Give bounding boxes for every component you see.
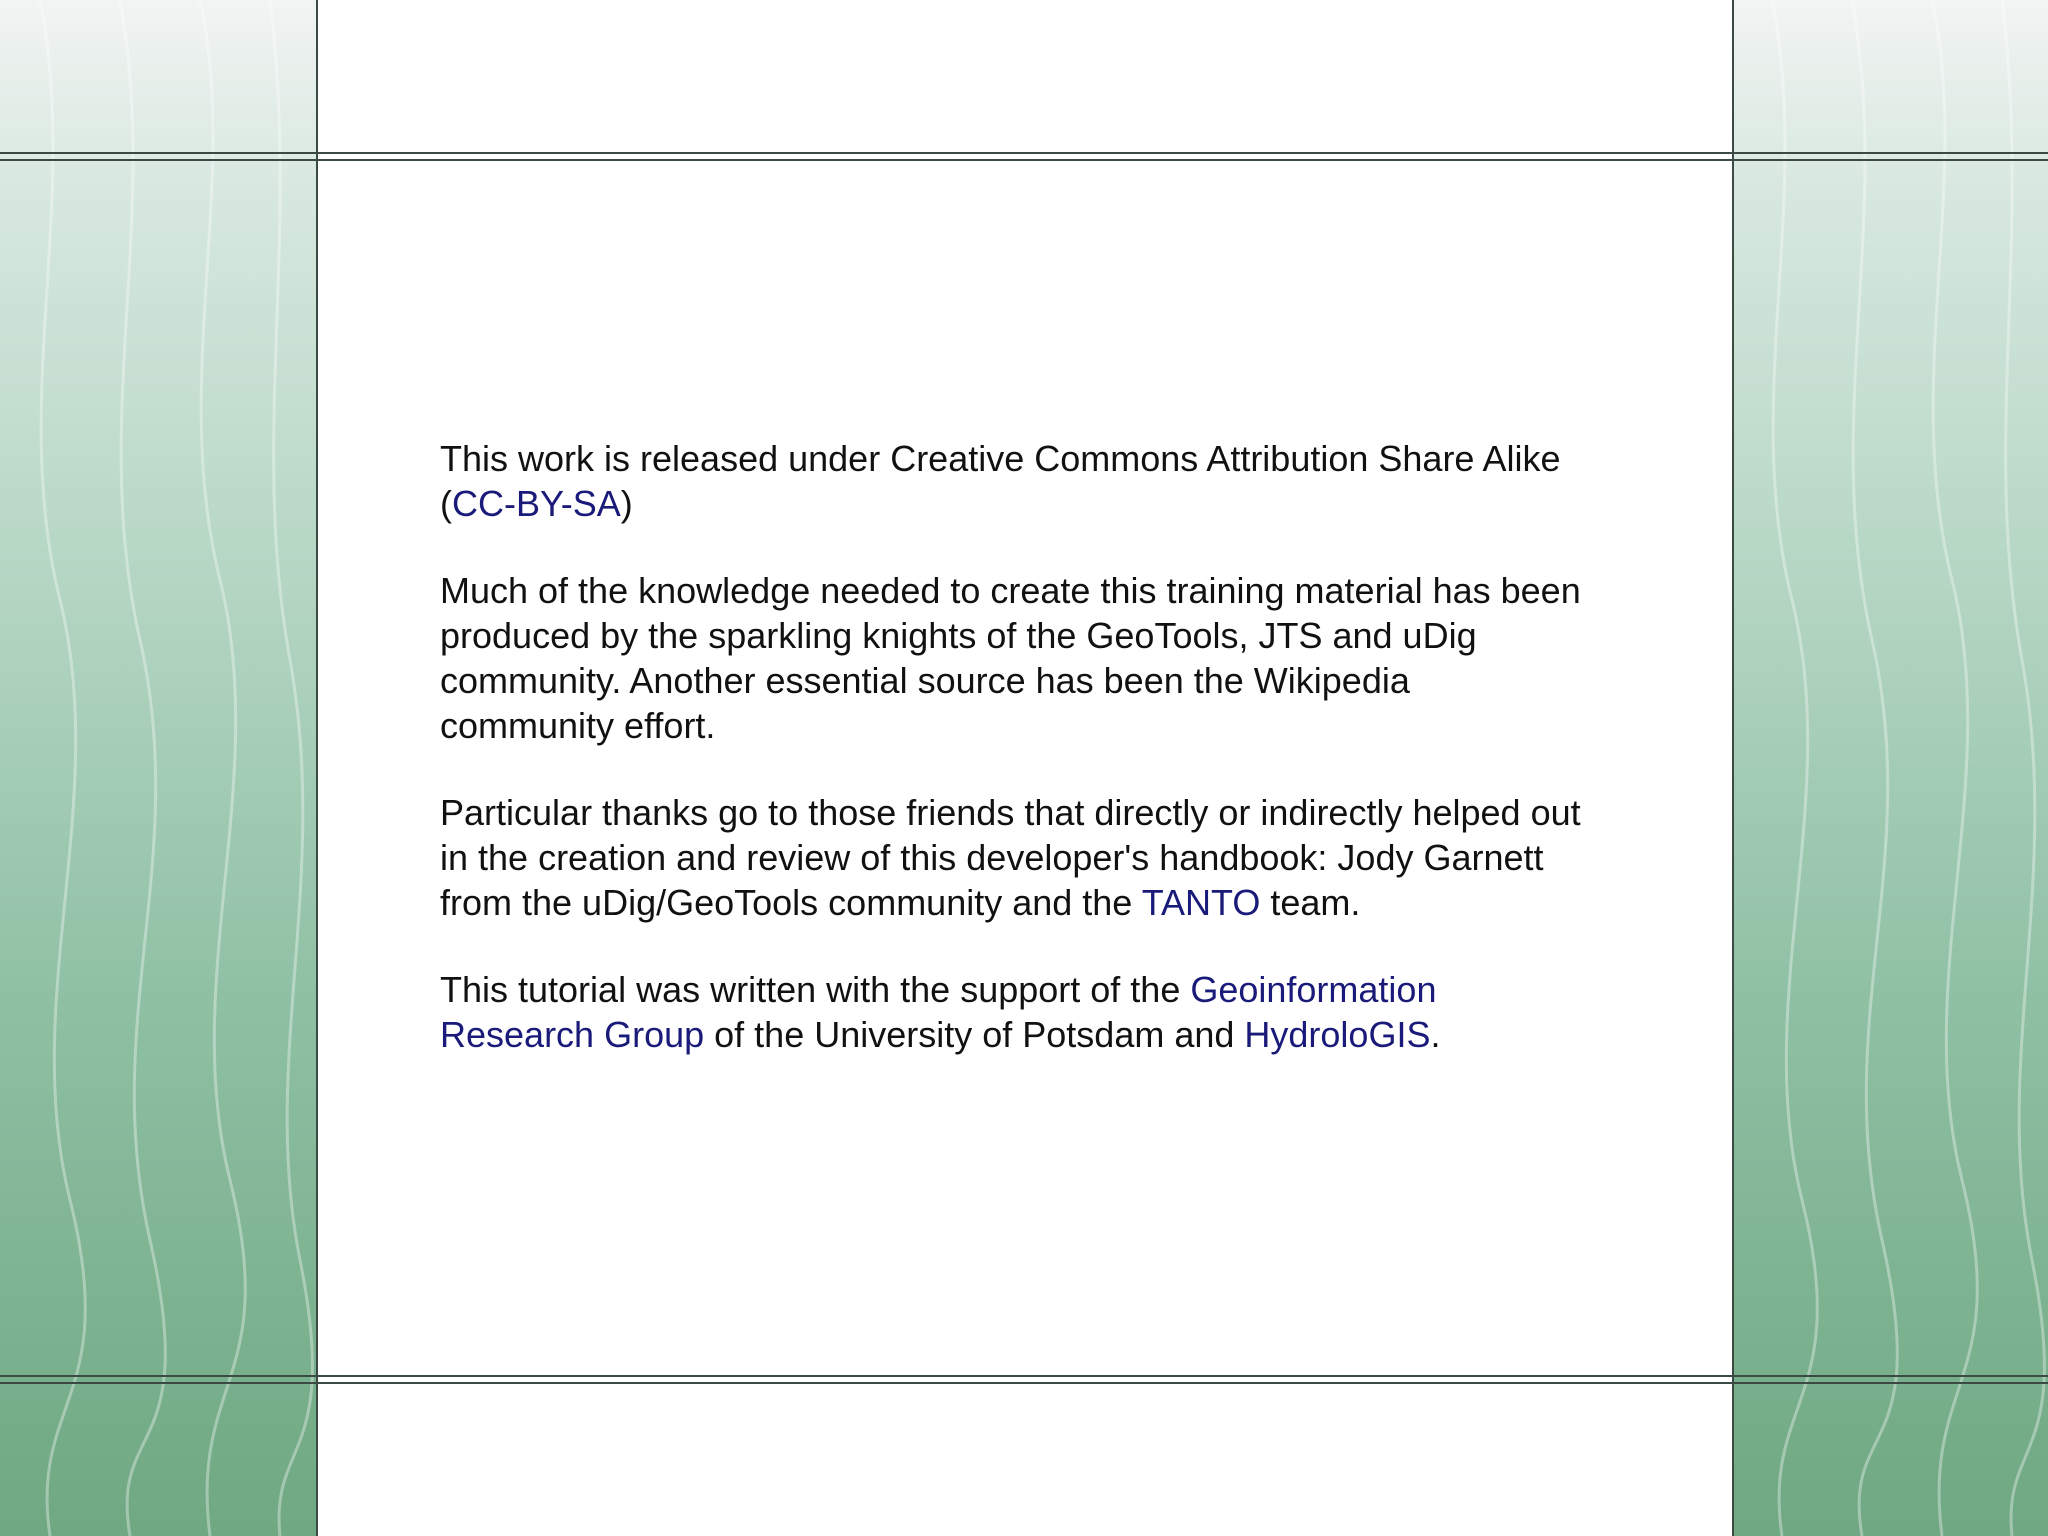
bottom-divider-line-2 [0,1382,2048,1384]
support-text-end: . [1430,1014,1441,1055]
bottom-divider-line-1 [0,1375,2048,1377]
decorative-wave-pattern-right [1732,0,2048,1536]
license-paragraph [440,436,1590,526]
support-text-before: This tutorial was written with the support of the [440,969,1191,1010]
geoinformation-research-group-link[interactable]: Geoinformation Research Group [440,969,1437,1055]
slide-body [440,436,1590,1099]
support-paragraph [440,967,1590,1057]
support-text-middle: of the University of Potsdam and [704,1014,1245,1055]
thanks-text-before: Particular thanks go to those friends that directly or indirectly helped out in the creation and review of this developer's handbook: Jody Garnett from the uDig/GeoTools community and the [440,792,1581,923]
cc-by-sa-link[interactable]: CC-BY-SA [452,483,621,524]
decorative-wave-pattern-left [0,0,316,1536]
license-text-before: This work is released under Creative Commons Attribution Share Alike ( [440,438,1561,524]
knowledge-paragraph: Much of the knowledge needed to create this training material has been produced by the sparkling knights of the GeoTools, JTS and uDig community. Another essential source has been the Wikipedia community effort. [440,570,1581,746]
thanks-paragraph [440,790,1590,925]
tanto-link[interactable]: TANTO [1141,882,1261,923]
top-divider-line-2 [0,159,2048,161]
license-text-after: ) [620,483,633,524]
thanks-text-after: team. [1260,882,1361,923]
hydrologis-link[interactable]: HydroloGIS [1244,1014,1431,1055]
top-divider-line-1 [0,152,2048,154]
